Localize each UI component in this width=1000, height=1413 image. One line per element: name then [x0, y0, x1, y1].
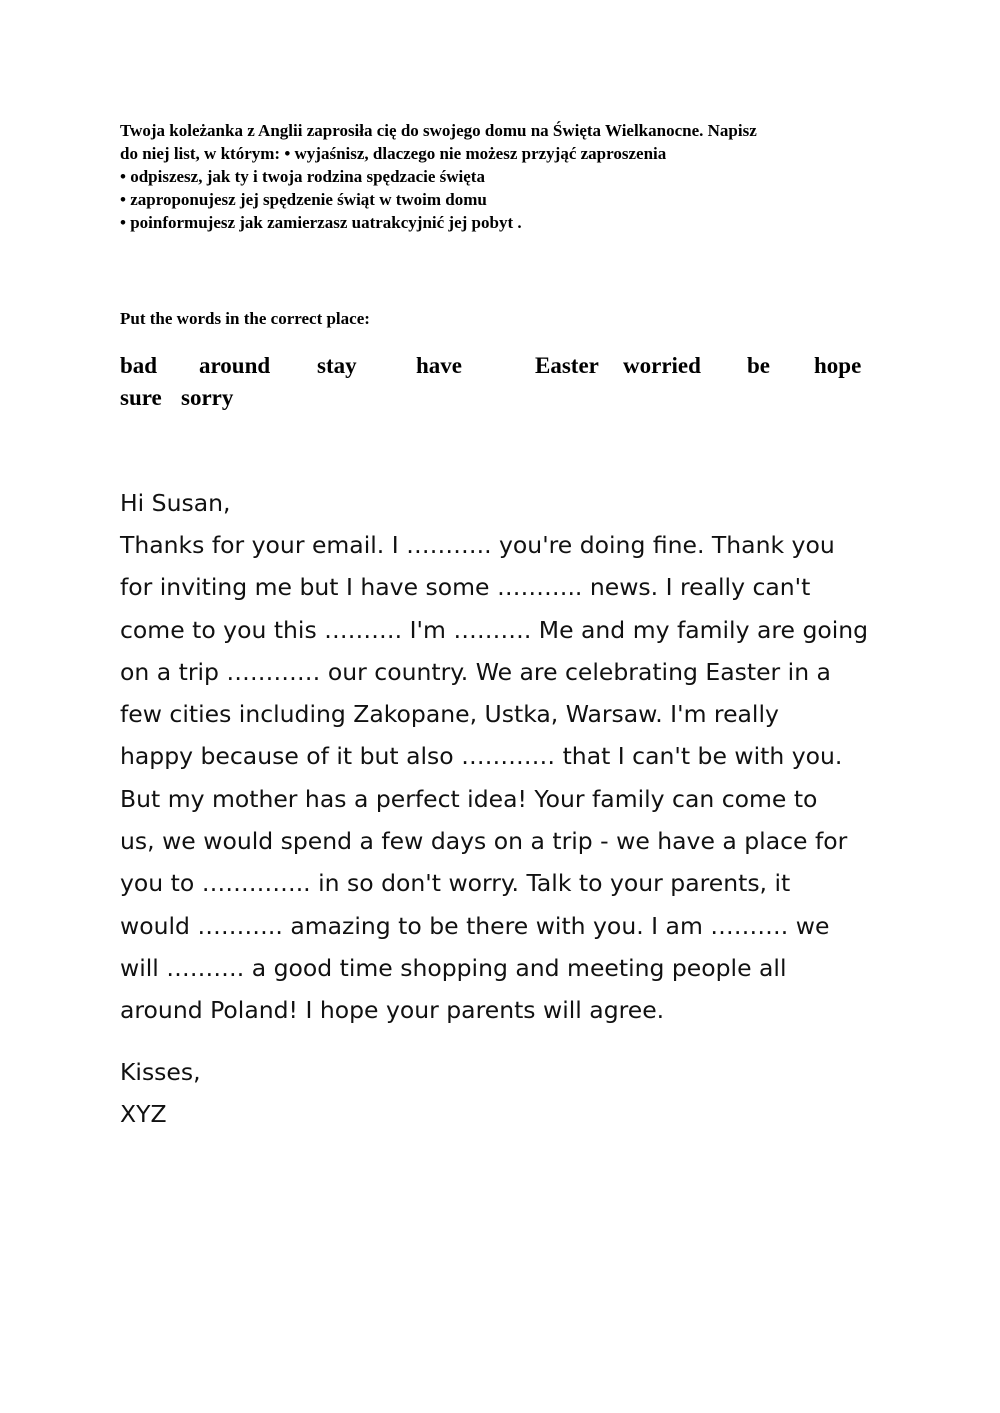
letter-line: would ……….. amazing to be there with you. I am ………. we [120, 911, 830, 940]
word-bank-item: sorry [181, 385, 234, 410]
word-bank-item: hope [814, 353, 862, 378]
letter-line: happy because of it but also ………… that I can't be with you. [120, 742, 843, 771]
word-bank-item: worried [623, 353, 701, 378]
letter-line: Thanks for your email. I ……….. you're doing fine. Thank you [120, 531, 835, 559]
task-line: Twoja koleżanka z Anglii zaprosiła cię do swojego domu na Święta Wielkanocne. Napisz [120, 121, 757, 140]
word-bank [120, 350, 870, 414]
letter-line: will ………. a good time shopping and meeting people all [120, 953, 787, 982]
letter-greeting: Hi Susan, [120, 489, 231, 517]
letter-closing: Kisses, [120, 1058, 201, 1086]
word-bank-item: stay [317, 353, 357, 378]
word-bank-item: sure [120, 385, 162, 410]
letter-text [120, 482, 920, 1032]
letter-line: come to you this ………. I'm ………. Me and my family are going [120, 615, 869, 644]
letter-line: us, we would spend a few days on a trip - we have a place for [120, 827, 848, 856]
word-bank-row [120, 382, 870, 414]
task-description [120, 119, 900, 234]
letter-line: But my mother has a perfect idea! Your family can come to [120, 784, 818, 813]
task-line: • poinformujesz jak zamierzasz uatrakcyjnić jej pobyt . [120, 213, 522, 232]
letter-line: on a trip ………… our country. We are celebrating Easter in a [120, 657, 831, 686]
task-line: • zaproponujesz jej spędzenie świąt w twoim domu [120, 190, 487, 209]
letter-signature: XYZ [120, 1100, 167, 1128]
letter-line: you to ………….. in so don't worry. Talk to your parents, it [120, 869, 791, 898]
word-bank-row [120, 350, 870, 382]
task-line: do niej list, w którym: • wyjaśnisz, dlaczego nie możesz przyjąć zaproszenia [120, 144, 667, 163]
word-bank-item: around [199, 353, 271, 378]
letter-line: for inviting me but I have some ……….. news. I really can't [120, 573, 811, 602]
word-bank-item: be [747, 353, 770, 378]
exercise-instruction: Put the words in the correct place: [120, 309, 370, 328]
letter-line: around Poland! I hope your parents will agree. [120, 996, 665, 1025]
letter-closing-block [120, 1051, 201, 1135]
word-bank-item: Easter [535, 353, 599, 378]
word-bank-item: bad [120, 353, 158, 378]
task-line: • odpiszesz, jak ty i twoja rodzina spędzacie święta [120, 167, 485, 186]
letter-line: few cities including Zakopane, Ustka, Warsaw. I'm really [120, 700, 779, 729]
word-bank-item: have [416, 353, 462, 378]
